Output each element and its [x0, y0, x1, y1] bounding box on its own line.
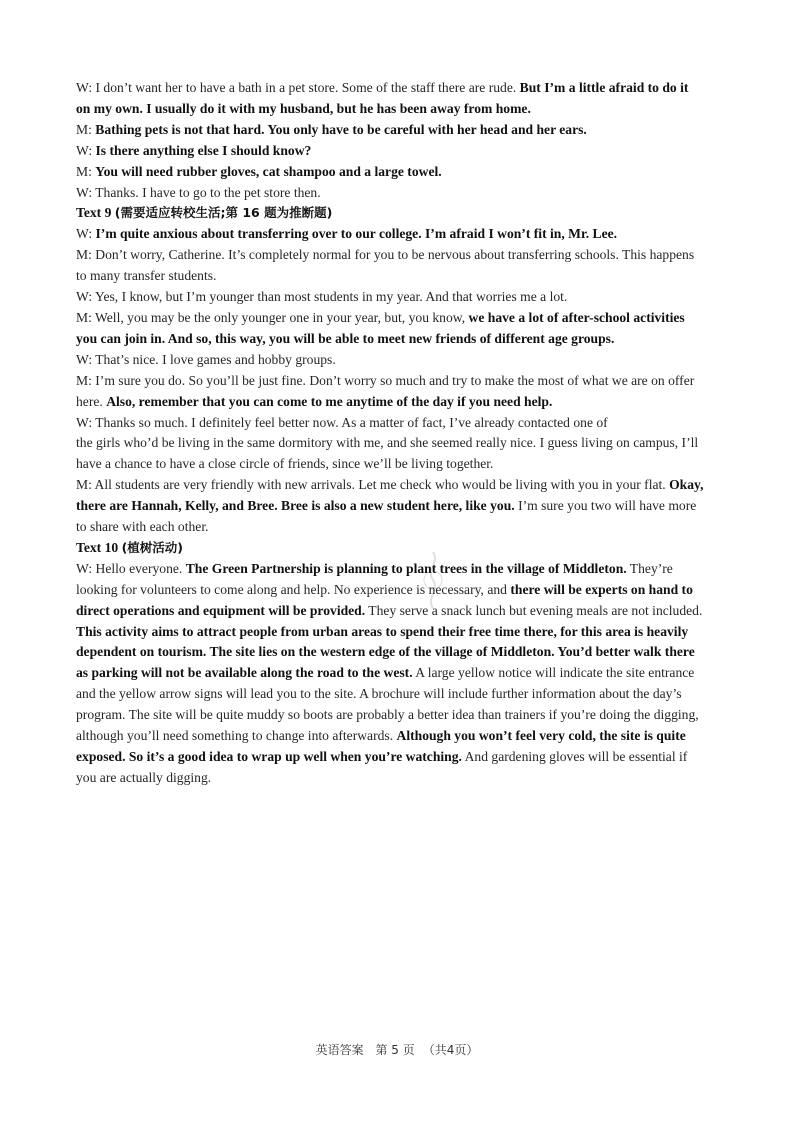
dialogue-text: the girls who’d be living in the same dormitory with me, and she seemed really nice. I guess living on campus, I’ll — [76, 435, 699, 451]
dialogue-text: W: Thanks. I have to go to the pet store then. — [76, 184, 321, 200]
key-answer-text: The Green Partnership is planning to plant trees in the village of Middleton. — [185, 560, 627, 576]
key-answer-text: Bathing pets is not that hard. You only have to be careful with her head and her ears. — [95, 121, 587, 137]
transcript-line — [76, 99, 722, 120]
speaker-label: W: — [76, 226, 96, 242]
transcript-line — [76, 454, 722, 475]
transcript-line — [76, 141, 722, 162]
dialogue-text: although you’ll need something to change into afterwards. — [76, 728, 397, 744]
transcript-line — [76, 329, 722, 350]
dialogue-text: A large yellow notice will indicate the site entrance — [412, 665, 695, 681]
transcript-line — [76, 747, 722, 768]
dialogue-text: I’m sure you two will have more — [514, 498, 697, 514]
transcript-line — [76, 475, 722, 496]
watermark-logo-icon — [420, 548, 446, 612]
key-answer-text: But I’m a little afraid to do it — [519, 80, 689, 95]
transcript-line — [76, 559, 722, 580]
transcript-line — [76, 684, 722, 705]
key-answer-text: there are Hannah, Kelly, and Bree. Bree is also a new student here, like you. — [76, 498, 515, 514]
speaker-label: M: — [76, 163, 96, 179]
transcript-line — [76, 622, 722, 643]
dialogue-text: looking for volunteers to come along and help. No experience is necessary, and — [76, 581, 511, 597]
dialogue-text: W: Hello everyone. — [76, 560, 186, 576]
dialogue-text: to share with each other. — [76, 519, 209, 535]
key-answer-text: exposed. So it’s a good idea to wrap up well when you’re watching. — [76, 749, 462, 764]
key-answer-text: as parking will not be available along the road to the west. — [76, 665, 413, 681]
transcript-line — [76, 245, 722, 266]
key-answer-text: Is there anything else I should know? — [95, 142, 312, 158]
dialogue-text: you are actually digging. — [76, 769, 212, 785]
key-answer-text: there will be experts on hand to — [510, 581, 693, 597]
dialogue-text: They serve a snack lunch but evening meals are not included. — [365, 602, 703, 618]
dialogue-text: M: Well, you may be the only younger one in your year, but, you know, — [76, 309, 469, 325]
section-note: (植树活动) — [121, 539, 184, 555]
key-answer-text: Also, remember that you can come to me anytime of the day if you need help. — [106, 393, 553, 409]
dialogue-text: M: I’m sure you do. So you’ll be just fine. Don’t worry so much and try to make the most of what we are on offer — [76, 372, 695, 388]
section-label: Text 9 — [76, 205, 115, 221]
key-answer-text: This activity aims to attract people from urban areas to spend their free time there, for this area is heavily — [76, 623, 689, 639]
speaker-label: M: — [76, 121, 96, 137]
transcript-line — [76, 224, 722, 245]
transcript-line — [76, 601, 722, 622]
transcript-line — [76, 371, 722, 392]
transcript-line — [76, 580, 722, 601]
transcript-line — [76, 496, 722, 517]
dialogue-text: They’re — [626, 560, 673, 576]
transcript-line — [76, 663, 722, 684]
footer-page-number: 第 5 页 — [375, 1043, 415, 1057]
transcript-line — [76, 768, 722, 789]
dialogue-text: M: All students are very friendly with new arrivals. Let me check who would be living with you in your flat. — [76, 477, 670, 493]
key-answer-text: you can join in. And so, this way, you will be able to meet new friends of different age groups. — [76, 330, 615, 346]
transcript-line — [76, 266, 722, 287]
footer-page-total: （共4页） — [422, 1043, 479, 1057]
transcript-line — [76, 78, 722, 99]
dialogue-text: M: Don’t worry, Catherine. It’s completely normal for you to be nervous about transferring schools. This happens — [76, 247, 695, 263]
section-heading-text9 — [76, 203, 722, 224]
transcript-line — [76, 392, 722, 413]
section-label: Text 10 — [76, 539, 122, 555]
key-answer-text: we have a lot of after-school activities — [468, 309, 685, 325]
transcript-line — [76, 433, 722, 454]
listening-transcript — [76, 78, 722, 789]
transcript-line — [76, 287, 722, 308]
key-answer-text: You will need rubber gloves, cat shampoo and a large towel. — [95, 163, 442, 179]
transcript-line — [76, 726, 722, 747]
transcript-line — [76, 162, 722, 183]
dialogue-text: W: I don’t want her to have a bath in a pet store. Some of the staff there are rude. — [76, 80, 520, 95]
transcript-line — [76, 413, 722, 434]
key-answer-text: direct operations and equipment will be provided. — [76, 602, 366, 618]
page-footer — [0, 1041, 794, 1058]
key-answer-text: dependent on tourism. The site lies on the western edge of the village of Middleton. You’d better walk there — [76, 644, 695, 660]
speaker-label: W: — [76, 142, 96, 158]
dialogue-text: here. — [76, 393, 107, 409]
footer-subject: 英语答案 — [315, 1043, 364, 1057]
dialogue-text: have a chance to have a close circle of friends, since we’ll be living together. — [76, 456, 494, 472]
key-answer-text: I’m quite anxious about transferring over to our college. I’m afraid I won’t fit in, Mr. Lee. — [95, 226, 618, 242]
section-heading-text10 — [76, 538, 722, 559]
dialogue-text: W: Thanks so much. I definitely feel better now. As a matter of fact, I’ve already contacted one of — [76, 414, 608, 430]
transcript-line — [76, 350, 722, 371]
dialogue-text: W: Yes, I know, but I’m younger than most students in my year. And that worries me a lot. — [76, 289, 568, 305]
key-answer-text: Although you won’t feel very cold, the site is quite — [396, 728, 686, 744]
transcript-line — [76, 308, 722, 329]
transcript-line — [76, 517, 722, 538]
dialogue-text: W: That’s nice. I love games and hobby groups. — [76, 351, 336, 367]
transcript-line — [76, 120, 722, 141]
dialogue-text: And gardening gloves will be essential if — [461, 749, 688, 764]
section-note: (需要适应转校生活;第 16 题为推断题) — [114, 205, 333, 221]
transcript-line — [76, 183, 722, 204]
key-answer-text: on my own. I usually do it with my husband, but he has been away from home. — [76, 100, 531, 116]
key-answer-text: Okay, — [669, 477, 704, 493]
dialogue-text: program. The site will be quite muddy so boots are probably a better idea than trainers if you’re doing the digging, — [76, 707, 699, 723]
dialogue-text: and the yellow arrow signs will lead you to the site. A brochure will include further information about the day’s — [76, 686, 682, 702]
transcript-line — [76, 642, 722, 663]
transcript-line — [76, 705, 722, 726]
dialogue-text: to many transfer students. — [76, 268, 217, 284]
